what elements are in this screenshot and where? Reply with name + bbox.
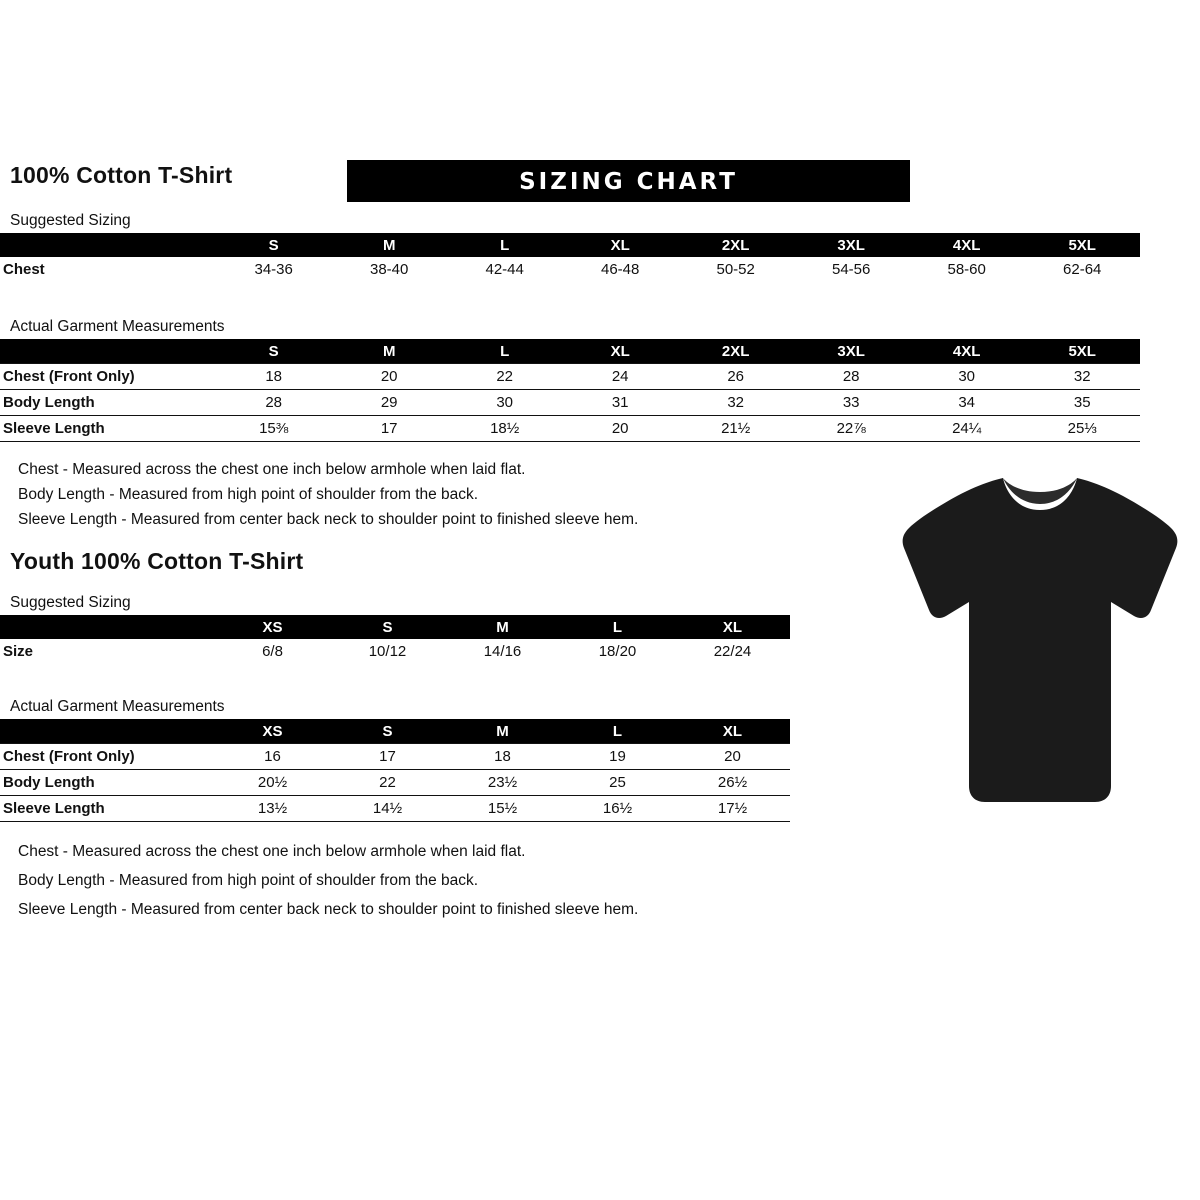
table-cell: 6/8 (262, 643, 283, 660)
adult-note-sleeve-length: Sleeve Length - Measured from center back neck to shoulder point to finished sleeve hem. (18, 511, 639, 528)
table-row (0, 639, 790, 664)
table-cell: 30 (909, 364, 1025, 390)
column-header-5xl: 5XL (1068, 342, 1096, 360)
table-header-row (0, 615, 790, 639)
column-header-m: M (382, 236, 396, 254)
column-header-m: M (496, 618, 509, 636)
column-header-m: M (496, 722, 509, 740)
table-cell: 26½ (675, 770, 790, 796)
table-cell: 30 (447, 390, 563, 416)
table-cell: 16 (215, 744, 330, 770)
adult-actual-measurements-label: Actual Garment Measurements (10, 318, 225, 335)
youth-actual-measurements-label: Actual Garment Measurements (10, 698, 225, 715)
table-cell: 24 (562, 364, 678, 390)
adult-actual-measurements-table (0, 339, 1140, 442)
table-cell: 14½ (330, 796, 445, 822)
row-label: Chest (Front Only) (0, 364, 216, 390)
column-header-m: M (382, 342, 396, 360)
adult-suggested-sizing-table (0, 233, 1140, 282)
sizing-chart-banner-label: SIZING CHART (519, 169, 738, 195)
table-cell: 20 (331, 364, 447, 390)
column-header-4xl: 4XL (952, 236, 981, 254)
table-cell: 26 (678, 364, 794, 390)
column-header-xl: XL (610, 236, 630, 254)
table-cell: 34 (909, 390, 1025, 416)
table-cell: 24¼ (909, 416, 1025, 442)
table-cell: 21½ (678, 416, 794, 442)
table-cell: 35 (1024, 390, 1140, 416)
product-image (895, 470, 1185, 815)
table-cell: 46-48 (601, 261, 640, 278)
row-label: Sleeve Length (0, 416, 216, 442)
adult-note-body-length: Body Length - Measured from high point of shoulder from the back. (18, 486, 479, 503)
adult-product-title: 100% Cotton T-Shirt (10, 162, 233, 188)
table-row (0, 796, 790, 822)
table-cell: 16½ (560, 796, 675, 822)
column-header-s: S (382, 722, 393, 740)
table-cell: 22/24 (713, 643, 752, 660)
column-header-l: L (612, 618, 623, 636)
youth-suggested-sizing-table (0, 615, 790, 664)
row-label: Size (3, 643, 34, 660)
youth-note-sleeve-length: Sleeve Length - Measured from center back neck to shoulder point to finished sleeve hem. (18, 901, 639, 918)
row-label: Chest (Front Only) (0, 744, 215, 770)
column-header-xs: XS (262, 722, 283, 740)
table-cell: 13½ (215, 796, 330, 822)
table-cell: 17½ (675, 796, 790, 822)
column-header-3xl: 3XL (837, 236, 865, 254)
table-cell: 54-56 (832, 261, 871, 278)
table-cell: 32 (1024, 364, 1140, 390)
table-cell: 58-60 (947, 261, 986, 278)
table-header-row (0, 719, 790, 744)
table-row (0, 416, 1140, 442)
table-cell: 19 (560, 744, 675, 770)
table-row (0, 364, 1140, 390)
table-cell: 20 (675, 744, 790, 770)
table-row (0, 257, 1140, 282)
table-cell: 42-44 (485, 261, 524, 278)
table-cell: 25⅓ (1024, 416, 1140, 442)
table-cell: 23½ (445, 770, 560, 796)
column-header-xs: XS (262, 618, 283, 636)
adult-suggested-sizing-label: Suggested Sizing (10, 212, 131, 229)
table-cell: 32 (678, 390, 794, 416)
table-cell: 22 (330, 770, 445, 796)
column-header-label (0, 339, 216, 364)
table-cell: 38-40 (370, 261, 409, 278)
table-cell: 15½ (445, 796, 560, 822)
table-cell: 18½ (447, 416, 563, 442)
youth-suggested-sizing-label: Suggested Sizing (10, 594, 131, 611)
youth-actual-measurements-table (0, 719, 790, 822)
column-header-s: S (382, 618, 393, 636)
table-cell: 34-36 (254, 261, 293, 278)
youth-product-title: Youth 100% Cotton T-Shirt (10, 548, 304, 574)
column-header-xl: XL (722, 722, 743, 740)
black-t-shirt-icon (895, 470, 1185, 815)
row-label: Chest (3, 261, 45, 278)
youth-note-chest: Chest - Measured across the chest one inch below armhole when laid flat. (18, 843, 526, 860)
row-label: Body Length (0, 390, 216, 416)
table-cell: 15⅜ (216, 416, 332, 442)
table-row (0, 390, 1140, 416)
table-row (0, 770, 790, 796)
table-cell: 14/16 (483, 643, 522, 660)
column-header-4xl: 4XL (952, 342, 981, 360)
row-label: Body Length (0, 770, 215, 796)
table-cell: 33 (793, 390, 909, 416)
table-cell: 10/12 (368, 643, 407, 660)
table-cell: 22 (447, 364, 563, 390)
column-header-3xl: 3XL (837, 342, 865, 360)
table-row (0, 744, 790, 770)
column-header-l: L (500, 342, 510, 360)
table-cell: 17 (330, 744, 445, 770)
column-header-5xl: 5XL (1068, 236, 1096, 254)
column-header-label (0, 719, 215, 744)
table-cell: 18 (216, 364, 332, 390)
column-header-s: S (268, 342, 279, 360)
column-header-2xl: 2XL (721, 236, 750, 254)
column-header-2xl: 2XL (721, 342, 750, 360)
header-row (10, 160, 900, 202)
column-header-xl: XL (610, 342, 630, 360)
column-header-s: S (268, 236, 279, 254)
column-header-label (0, 233, 216, 257)
sizing-chart-banner (347, 160, 910, 202)
row-label: Sleeve Length (0, 796, 215, 822)
table-cell: 25 (560, 770, 675, 796)
table-header-row (0, 339, 1140, 364)
youth-note-body-length: Body Length - Measured from high point of shoulder from the back. (18, 872, 479, 889)
table-cell: 50-52 (716, 261, 755, 278)
adult-note-chest: Chest - Measured across the chest one inch below armhole when laid flat. (18, 461, 526, 478)
column-header-label (0, 615, 215, 639)
table-cell: 17 (331, 416, 447, 442)
table-cell: 18 (445, 744, 560, 770)
table-cell: 62-64 (1063, 261, 1102, 278)
table-cell: 28 (216, 390, 332, 416)
table-cell: 18/20 (598, 643, 637, 660)
column-header-xl: XL (722, 618, 743, 636)
table-cell: 31 (562, 390, 678, 416)
table-header-row (0, 233, 1140, 257)
column-header-l: L (500, 236, 510, 254)
table-cell: 28 (793, 364, 909, 390)
table-cell: 20½ (215, 770, 330, 796)
table-cell: 20 (562, 416, 678, 442)
column-header-l: L (612, 722, 623, 740)
table-cell: 22⅞ (793, 416, 909, 442)
table-cell: 29 (331, 390, 447, 416)
